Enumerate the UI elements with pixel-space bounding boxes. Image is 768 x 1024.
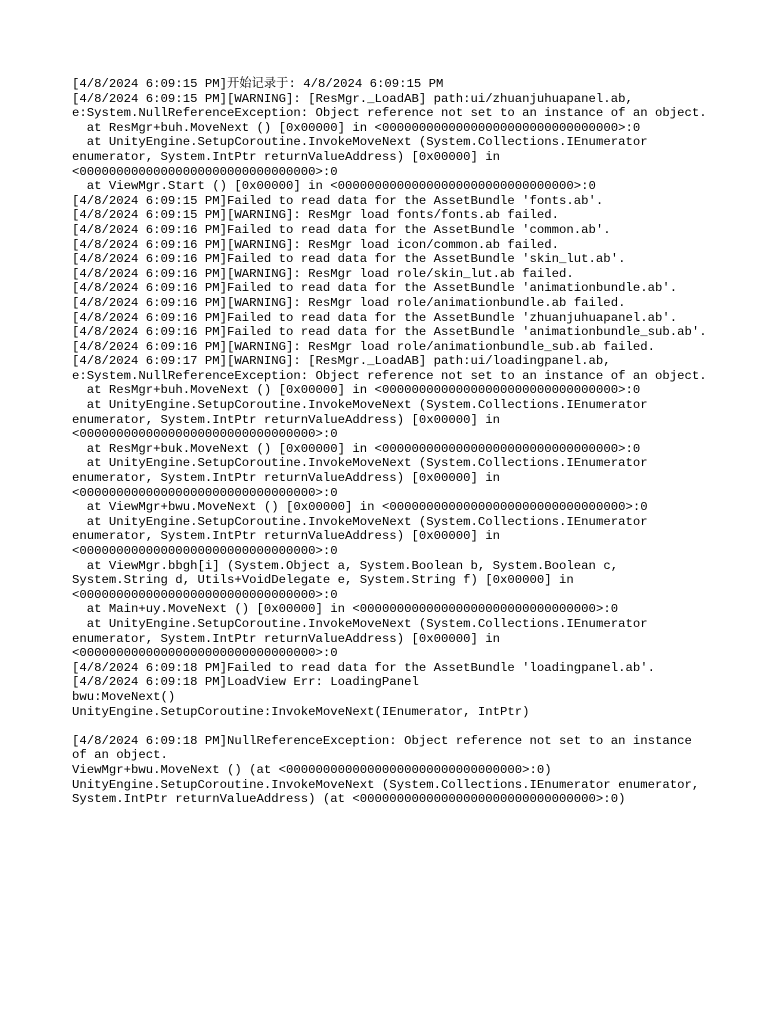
log-line: [4/8/2024 6:09:15 PM]开始记录于: 4/8/2024 6:09:15 PM <box>72 77 444 91</box>
log-line: at UnityEngine.SetupCoroutine.InvokeMoveNext (System.Collections.IEnumerator enumerator, System.IntPtr returnValueAddress) [0x00000] in <00000000000000000000000000000000>:0 <box>72 135 655 179</box>
log-line: at UnityEngine.SetupCoroutine.InvokeMoveNext (System.Collections.IEnumerator enumerator, System.IntPtr returnValueAddress) [0x00000] in <00000000000000000000000000000000>:0 <box>72 616 655 661</box>
log-line: at UnityEngine.SetupCoroutine.InvokeMoveNext (System.Collections.IEnumerator enumerator, System.IntPtr returnValueAddress) [0x00000] in <00000000000000000000000000000000>:0 <box>72 456 655 500</box>
log-blank-line <box>72 719 712 734</box>
log-line: at ViewMgr.bbgh[i] (System.Object a, System.Boolean b, System.Boolean c, System.String d, Utils+VoidDelegate e, System.String f) [0x00000] in <00000000000000000000000000000000>:0 <box>72 558 626 602</box>
log-line: [4/8/2024 6:09:16 PM][WARNING]: ResMgr load icon/common.ab failed. <box>72 237 560 252</box>
log-line: at ViewMgr+bwu.MoveNext () [0x00000] in <00000000000000000000000000000000>:0 <box>72 500 648 515</box>
log-line: [4/8/2024 6:09:15 PM][WARNING]: [ResMgr._LoadAB] path:ui/zhuanjuhuapanel.ab, e:System.NullReferenceException: Object reference not set to an instance of an object. <box>72 91 707 121</box>
log-line: [4/8/2024 6:09:16 PM][WARNING]: ResMgr load role/animationbundle_sub.ab failed. <box>72 339 655 354</box>
log-line: ViewMgr+bwu.MoveNext () (at <00000000000000000000000000000000>:0) <box>72 762 552 777</box>
log-line: at ViewMgr.Start () [0x00000] in <00000000000000000000000000000000>:0 <box>72 179 596 194</box>
log-line: UnityEngine.SetupCoroutine:InvokeMoveNext(IEnumerator, IntPtr) <box>72 704 530 719</box>
log-line: [4/8/2024 6:09:17 PM][WARNING]: [ResMgr._LoadAB] path:ui/loadingpanel.ab, e:System.NullReferenceException: Object reference not set to an instance of an object. <box>72 354 707 383</box>
log-line: at ResMgr+buh.MoveNext () [0x00000] in <00000000000000000000000000000000>:0 <box>72 383 641 398</box>
log-document <box>72 77 712 807</box>
log-line: [4/8/2024 6:09:16 PM][WARNING]: ResMgr load role/animationbundle.ab failed. <box>72 295 626 310</box>
log-line: [4/8/2024 6:09:16 PM]Failed to read data for the AssetBundle 'zhuanjuhuapanel.ab'. <box>72 310 678 325</box>
log-line: [4/8/2024 6:09:18 PM]NullReferenceException: Object reference not set to an instance of an object. <box>72 733 700 763</box>
log-line: [4/8/2024 6:09:18 PM]LoadView Err: LoadingPanel <box>72 675 419 690</box>
log-line: [4/8/2024 6:09:16 PM]Failed to read data for the AssetBundle 'skin_lut.ab'. <box>72 252 626 267</box>
log-line: [4/8/2024 6:09:15 PM][WARNING]: ResMgr load fonts/fonts.ab failed. <box>72 208 560 223</box>
log-line: [4/8/2024 6:09:16 PM]Failed to read data for the AssetBundle 'common.ab'. <box>72 222 611 237</box>
log-line: at Main+uy.MoveNext () [0x00000] in <00000000000000000000000000000000>:0 <box>72 602 619 617</box>
log-line: UnityEngine.SetupCoroutine.InvokeMoveNext (System.Collections.IEnumerator enumerator, System.IntPtr returnValueAddress) (at <00000000000000000000000000000000>:0) <box>72 777 707 807</box>
log-line: at ResMgr+buh.MoveNext () [0x00000] in <00000000000000000000000000000000>:0 <box>72 120 641 135</box>
log-line: [4/8/2024 6:09:16 PM][WARNING]: ResMgr load role/skin_lut.ab failed. <box>72 266 574 281</box>
log-line: bwu:MoveNext() <box>72 689 176 704</box>
log-line: [4/8/2024 6:09:15 PM]Failed to read data for the AssetBundle 'fonts.ab'. <box>72 193 604 208</box>
log-line: at UnityEngine.SetupCoroutine.InvokeMoveNext (System.Collections.IEnumerator enumerator, System.IntPtr returnValueAddress) [0x00000] in <00000000000000000000000000000000>:0 <box>72 398 655 442</box>
log-line: at UnityEngine.SetupCoroutine.InvokeMoveNext (System.Collections.IEnumerator enumerator, System.IntPtr returnValueAddress) [0x00000] in <00000000000000000000000000000000>:0 <box>72 514 655 558</box>
log-line: [4/8/2024 6:09:18 PM]Failed to read data for the AssetBundle 'loadingpanel.ab'. <box>72 660 655 675</box>
log-line: at ResMgr+buk.MoveNext () [0x00000] in <00000000000000000000000000000000>:0 <box>72 441 641 456</box>
log-line: [4/8/2024 6:09:16 PM]Failed to read data for the AssetBundle 'animationbundle.ab'. <box>72 281 678 296</box>
log-line: [4/8/2024 6:09:16 PM]Failed to read data for the AssetBundle 'animationbundle_sub.ab'. <box>72 325 707 340</box>
